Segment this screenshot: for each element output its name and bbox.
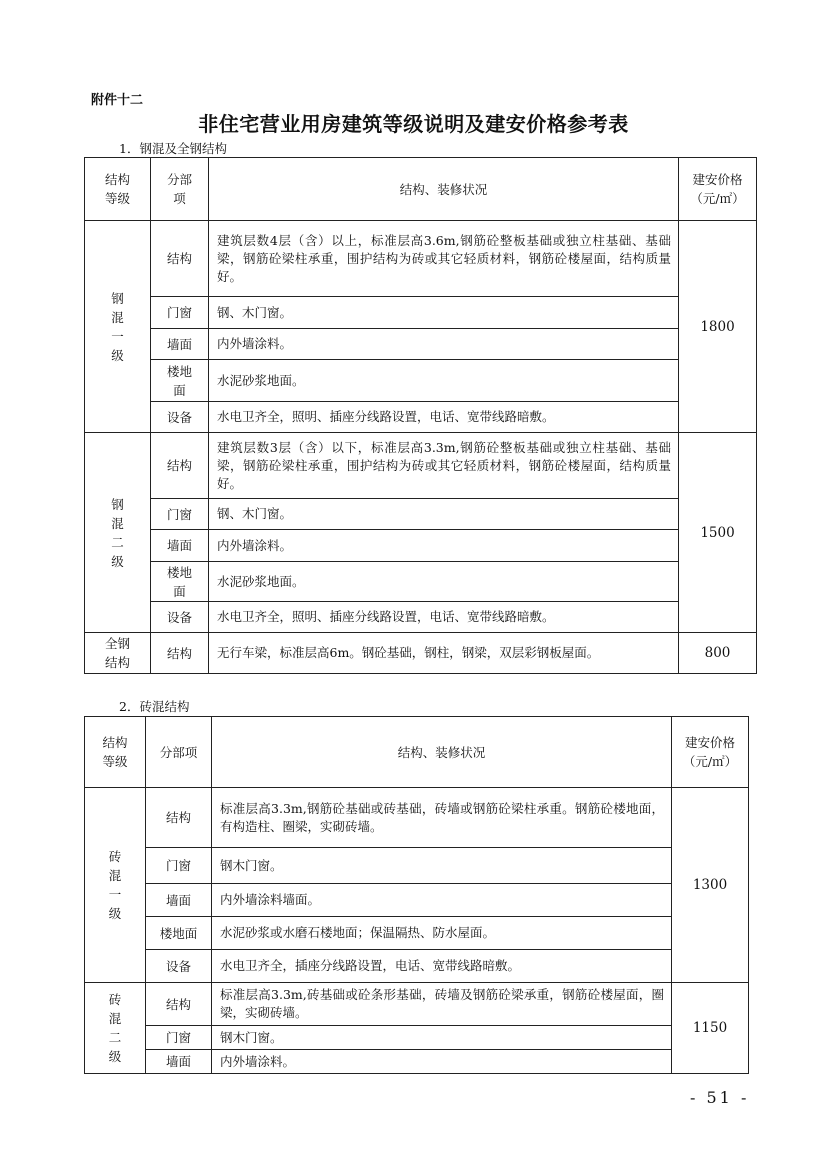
desc-cell: 水泥砂浆或水磨石楼地面；保温隔热、防水屋面。 [212, 917, 672, 950]
part-cell: 墙面 [146, 884, 212, 917]
table-row [85, 297, 757, 329]
part-cell: 墙面 [151, 530, 209, 562]
table-row [85, 402, 757, 433]
table-row [85, 329, 757, 360]
table-row [85, 562, 757, 602]
part-cell: 设备 [151, 402, 209, 433]
table-row [85, 499, 757, 530]
price-cell: 1800 [679, 221, 757, 433]
part-cell: 门窗 [146, 1026, 212, 1050]
header-desc: 结构、装修状况 [212, 717, 672, 788]
desc-cell: 水电卫齐全，照明、插座分线路设置，电话、宽带线路暗敷。 [209, 402, 679, 433]
steel-concrete-table [84, 157, 757, 674]
part-cell: 结构 [151, 633, 209, 674]
price-cell: 1300 [672, 788, 749, 983]
desc-cell: 无行车梁，标准层高6m。钢砼基础，钢柱，钢梁，双层彩钢板屋面。 [209, 633, 679, 674]
table-row [85, 983, 749, 1026]
table-row [85, 917, 749, 950]
part-cell: 楼地面 [146, 917, 212, 950]
table-row [85, 950, 749, 983]
grade-cell: 砖混一级 [85, 788, 146, 983]
header-part: 分部项 [151, 158, 209, 221]
grade-cell: 钢混二级 [85, 433, 151, 633]
part-cell: 墙面 [146, 1050, 212, 1074]
section-heading-steel: 1．钢混及全钢结构 [119, 141, 227, 156]
table-row [85, 788, 749, 848]
table-row [85, 602, 757, 633]
desc-cell: 水泥砂浆地面。 [209, 360, 679, 402]
desc-cell: 标准层高3.3m,钢筋砼基础或砖基础，砖墙或钢筋砼梁柱承重。钢筋砼楼地面，有构造柱、圈梁，实砌砖墙。 [212, 788, 672, 848]
desc-cell: 水电卫齐全，插座分线路设置，电话、宽带线路暗敷。 [212, 950, 672, 983]
part-cell: 设备 [151, 602, 209, 633]
header-price: 建安价格（元/㎡） [679, 158, 757, 221]
part-cell: 楼地面 [151, 360, 209, 402]
part-cell: 门窗 [146, 848, 212, 884]
desc-cell: 标准层高3.3m,砖基础或砼条形基础，砖墙及钢筋砼梁承重，钢筋砼楼屋面，圈梁，实砌砖墙。 [212, 983, 672, 1026]
table-row [85, 884, 749, 917]
desc-cell: 钢木门窗。 [212, 1026, 672, 1050]
desc-cell: 建筑层数4层（含）以上，标准层高3.6m,钢筋砼整板基础或独立柱基础、基础梁，钢筋砼梁柱承重，围护结构为砖或其它轻质材料，钢筋砼楼屋面，结构质量好。 [209, 221, 679, 297]
brick-concrete-table [84, 716, 749, 1074]
desc-cell: 内外墙涂料。 [212, 1050, 672, 1074]
attachment-label: 附件十二 [91, 93, 144, 108]
page-title: 非住宅营业用房建筑等级说明及建安价格参考表 [198, 112, 629, 136]
part-cell: 结构 [151, 221, 209, 297]
header-part: 分部项 [146, 717, 212, 788]
table-row [85, 848, 749, 884]
desc-cell: 内外墙涂料墙面。 [212, 884, 672, 917]
table-row [85, 530, 757, 562]
desc-cell: 钢、木门窗。 [209, 297, 679, 329]
grade-cell: 砖混二级 [85, 983, 146, 1074]
part-cell: 门窗 [151, 297, 209, 329]
page-number: - 51 - [690, 1088, 750, 1107]
header-grade: 结构等级 [85, 717, 146, 788]
table-row [85, 360, 757, 402]
table-row [85, 433, 757, 499]
part-cell: 门窗 [151, 499, 209, 530]
grade-cell: 钢混一级 [85, 221, 151, 433]
desc-cell: 钢木门窗。 [212, 848, 672, 884]
price-cell: 1150 [672, 983, 749, 1074]
desc-cell: 建筑层数3层（含）以下，标准层高3.3m,钢筋砼整板基础或独立柱基础、基础梁，钢筋砼梁柱承重，围护结构为砖或其它轻质材料，钢筋砼楼屋面，结构质量好。 [209, 433, 679, 499]
price-cell: 800 [679, 633, 757, 674]
grade-cell: 全钢结构 [85, 633, 151, 674]
desc-cell: 钢、木门窗。 [209, 499, 679, 530]
part-cell: 结构 [146, 983, 212, 1026]
section-heading-brick: 2．砖混结构 [119, 699, 190, 714]
desc-cell: 内外墙涂料。 [209, 530, 679, 562]
table-row [85, 633, 757, 674]
table-row [85, 1050, 749, 1074]
header-grade: 结构等级 [85, 158, 151, 221]
desc-cell: 水电卫齐全，照明、插座分线路设置，电话、宽带线路暗敷。 [209, 602, 679, 633]
desc-cell: 内外墙涂料。 [209, 329, 679, 360]
desc-cell: 水泥砂浆地面。 [209, 562, 679, 602]
header-price: 建安价格（元/㎡） [672, 717, 749, 788]
part-cell: 墙面 [151, 329, 209, 360]
table-row [85, 1026, 749, 1050]
part-cell: 结构 [146, 788, 212, 848]
price-cell: 1500 [679, 433, 757, 633]
header-desc: 结构、装修状况 [209, 158, 679, 221]
table-row [85, 221, 757, 297]
part-cell: 设备 [146, 950, 212, 983]
part-cell: 结构 [151, 433, 209, 499]
part-cell: 楼地面 [151, 562, 209, 602]
